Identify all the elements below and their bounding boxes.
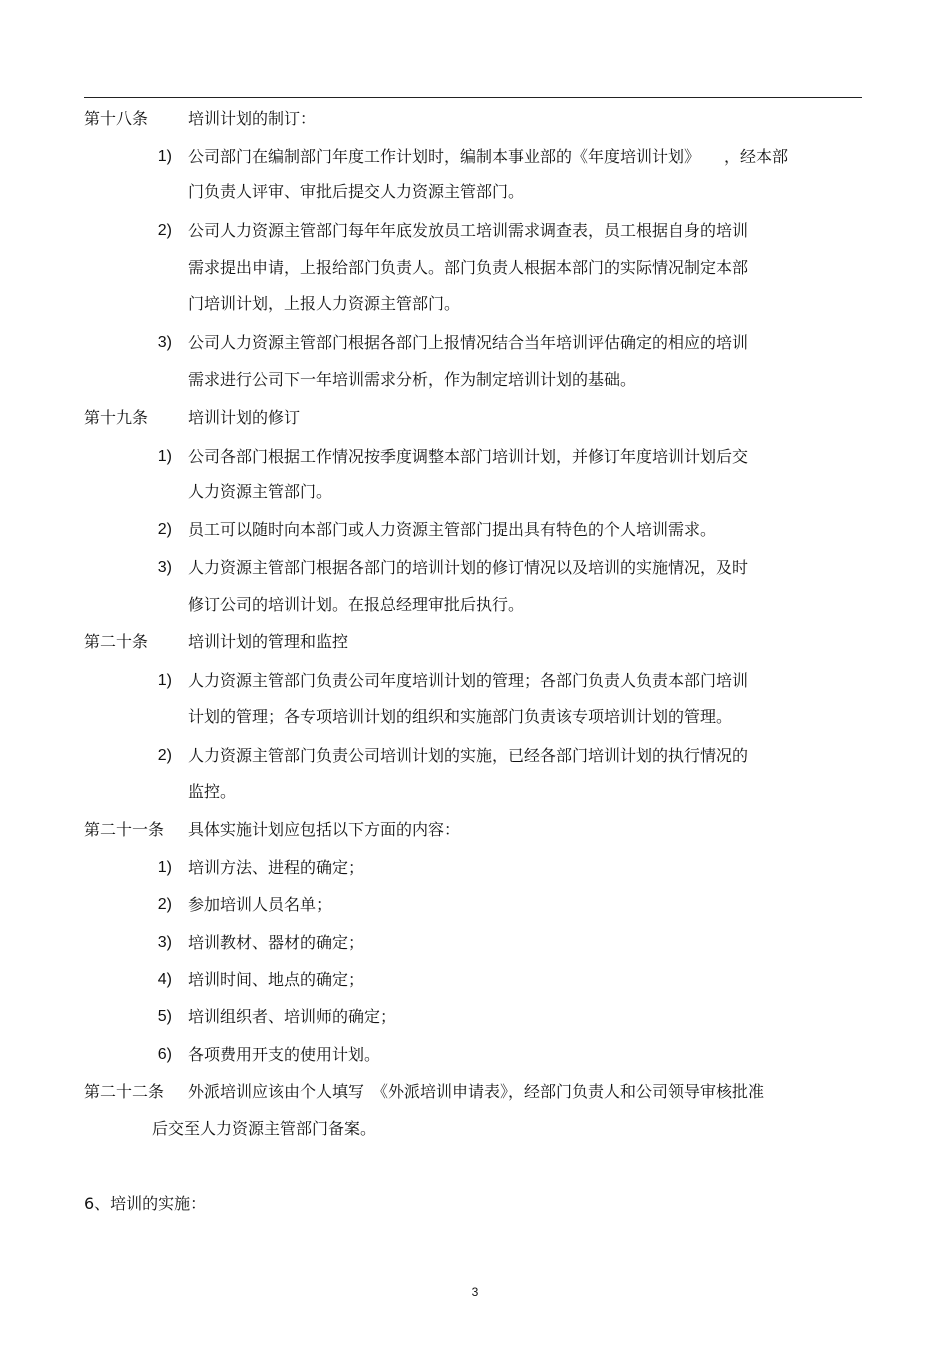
- list-number: 3): [157, 934, 172, 951]
- list-number: 1): [157, 859, 172, 876]
- list-item-text: 培训教材、器材的确定；: [188, 933, 365, 952]
- article-20-title: 培训计划的管理和监控: [188, 632, 349, 651]
- list-item-text: 员工可以随时向本部门或人力资源主管部门提出具有特色的个人培训需求。: [188, 520, 717, 539]
- article-19-label: 第十九条: [84, 408, 149, 427]
- list-item-text: 需求提出申请，上报给部门负责人。部门负责人根据本部门的实际情况制定本部: [188, 258, 749, 277]
- list-number: 2): [157, 747, 172, 764]
- list-item-text: 门负责人评审、审批后提交人力资源主管部门。: [188, 182, 525, 201]
- list-item-text: 人力资源主管部门根据各部门的培训计划的修订情况以及培训的实施情况，及时: [188, 558, 749, 577]
- list-number: 1): [157, 448, 172, 465]
- list-item-text: 人力资源主管部门负责公司培训计划的实施，已经各部门培训计划的执行情况的: [188, 746, 749, 765]
- article-21-label: 第二十一条: [84, 820, 165, 839]
- list-number: 1): [157, 672, 172, 689]
- list-number: 6): [157, 1046, 172, 1063]
- list-item-text: 人力资源主管部门负责公司年度培训计划的管理；各部门负责人负责本部门培训: [188, 671, 749, 690]
- list-number: 3): [157, 559, 172, 576]
- article-18-label: 第十八条: [84, 109, 149, 128]
- list-item-text: 公司各部门根据工作情况按季度调整本部门培训计划，并修订年度培训计划后交: [188, 447, 749, 466]
- article-21-title: 具体实施计划应包括以下方面的内容：: [188, 820, 461, 839]
- article-18-title: 培训计划的制订：: [188, 109, 317, 128]
- list-item-text: 监控。: [188, 782, 237, 801]
- list-item-text: 计划的管理；各专项培训计划的组织和实施部门负责该专项培训计划的管理。: [188, 707, 733, 726]
- list-item-text: 培训方法、进程的确定；: [188, 858, 365, 877]
- article-22-text-continued: 后交至人力资源主管部门备案。: [152, 1119, 377, 1138]
- list-item-text: 公司人力资源主管部门每年年底发放员工培训需求调查表，员工根据自身的培训: [188, 221, 749, 240]
- list-number: 2): [157, 521, 172, 538]
- article-22-label: 第二十二条: [84, 1082, 165, 1101]
- article-22-text: 外派培训应该由个人填写 《外派培训申请表》，经部门负责人和公司领导审核批准: [188, 1082, 765, 1101]
- list-item-text: 公司人力资源主管部门根据各部门上报情况结合当年培训评估确定的相应的培训: [188, 333, 749, 352]
- list-number: 1): [157, 148, 172, 165]
- article-20-label: 第二十条: [84, 632, 149, 651]
- article-19-title: 培训计划的修订: [188, 408, 301, 427]
- list-item-text: 修订公司的培训计划。在报总经理审批后执行。: [188, 595, 525, 614]
- page-number: 3: [471, 1285, 479, 1299]
- list-item-text: 需求进行公司下一年培训需求分析，作为制定培训计划的基础。: [188, 370, 637, 389]
- list-item-text: 培训组织者、培训师的确定；: [188, 1007, 397, 1026]
- header-rule: [84, 97, 862, 98]
- section-heading: 6、培训的实施：: [84, 1194, 207, 1213]
- list-item-text: 参加培训人员名单；: [188, 895, 333, 914]
- list-item-text: 公司部门在编制部门年度工作计划时，编制本事业部的《年度培训计划》 ，经本部: [188, 147, 789, 166]
- list-number: 2): [157, 896, 172, 913]
- list-item-text: 各项费用开支的使用计划。: [188, 1045, 381, 1064]
- list-item-text: 培训时间、地点的确定；: [188, 970, 365, 989]
- list-number: 5): [157, 1008, 172, 1025]
- list-number: 4): [157, 971, 172, 988]
- list-number: 3): [157, 334, 172, 351]
- list-number: 2): [157, 222, 172, 239]
- list-item-text: 人力资源主管部门。: [188, 482, 333, 501]
- list-item-text: 门培训计划，上报人力资源主管部门。: [188, 294, 461, 313]
